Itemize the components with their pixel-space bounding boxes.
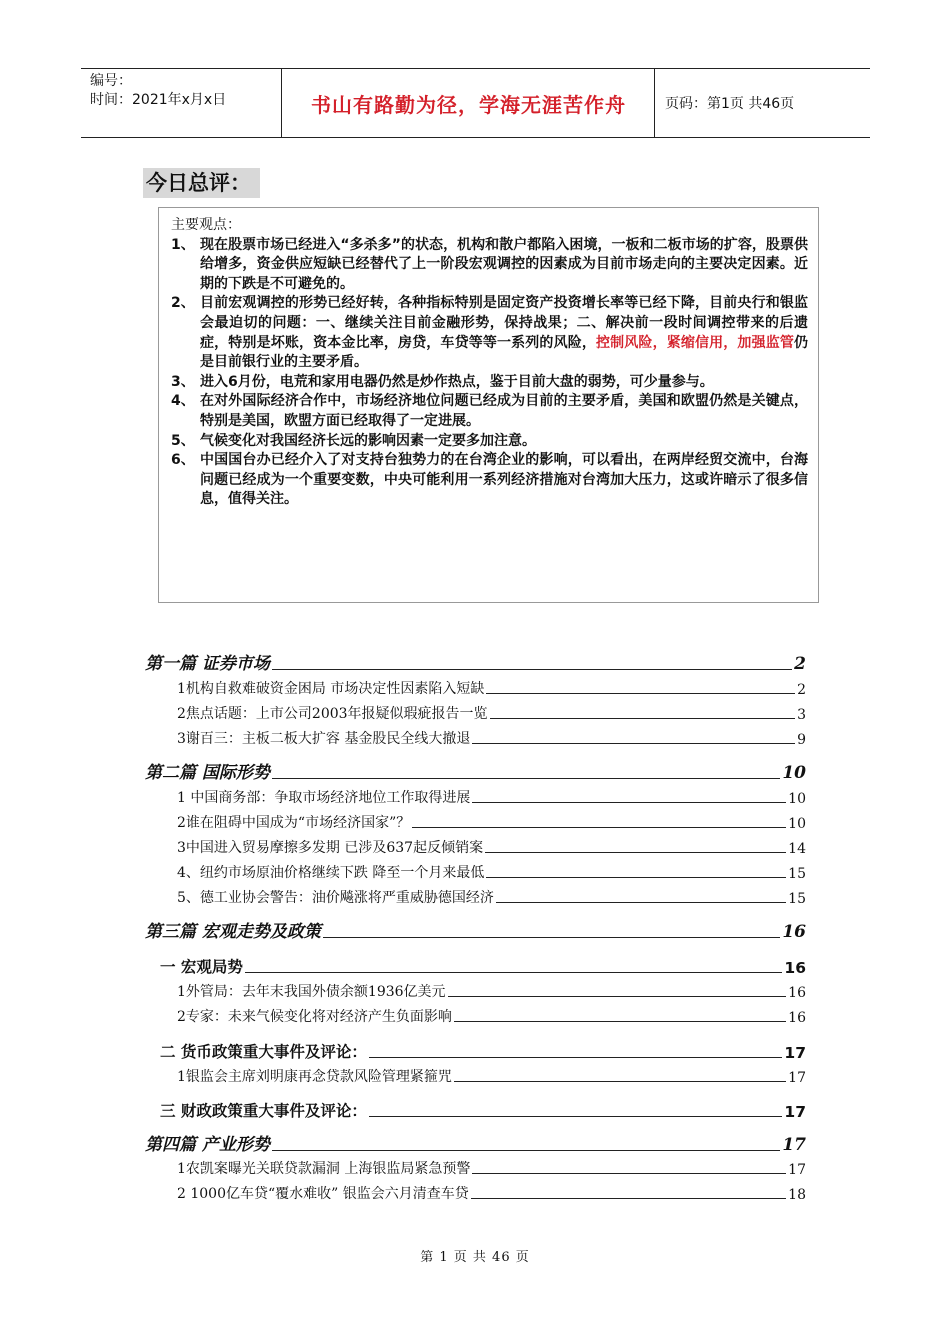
toc-chapter[interactable]: 第一篇 证券市场 2	[145, 654, 806, 674]
toc-section[interactable]: 三 财政政策重大事件及评论： 17	[160, 1102, 806, 1121]
header-page-info: 页码：第1页 共46页	[665, 96, 795, 112]
toc-section[interactable]: 二 货币政策重大事件及评论： 17	[160, 1043, 806, 1062]
summary-title: 今日总评：	[143, 168, 260, 198]
toc-item[interactable]: 4、纽约市场原油价格继续下跌 降至一个月来最低 15	[177, 865, 806, 882]
toc-chapter[interactable]: 第四篇 产业形势 17	[145, 1135, 806, 1155]
date-label: 时间：2021年x月x日	[90, 92, 227, 108]
toc-item[interactable]: 2 1000亿车贷“覆水难收” 银监会六月清查车贷 18	[177, 1186, 806, 1203]
toc-item[interactable]: 1 中国商务部：争取市场经济地位工作取得进展 10	[177, 790, 806, 807]
toc-item[interactable]: 2谁在阻碍中国成为“市场经济国家”？ 10	[177, 815, 806, 832]
toc-item[interactable]: 1银监会主席刘明康再念贷款风险管理紧箍咒 17	[177, 1069, 806, 1086]
toc-item[interactable]: 2专家：未来气候变化将对经济产生负面影响 16	[177, 1009, 806, 1026]
header-meta	[81, 69, 282, 137]
page-footer: 第 1 页 共 46 页	[420, 1250, 530, 1265]
summary-point: 4、 在对外国际经济合作中，市场经济地位问题已经成为目前的主要矛盾，美国和欧盟仍然是关键点，特别是美国，欧盟方面已经取得了一定进展。	[171, 393, 808, 429]
summary-point: 1、 现在股票市场已经进入“多杀多”的状态，机构和散户都陷入困境，一板和二板市场的扩容，股票供给增多，资金供应短缺已经替代了上一阶段宏观调控的因素成为目前市场走向的主要决定因素。近期的下跌是不可避免的。	[171, 236, 808, 292]
summary-point: 3、 进入6月份，电荒和家用电器仍然是炒作热点，鉴于目前大盘的弱势，可少量参与。	[171, 373, 714, 390]
toc-section[interactable]: 一 宏观局势 16	[160, 958, 806, 977]
toc-item[interactable]: 1外管局：去年末我国外债余额1936亿美元 16	[177, 984, 806, 1001]
toc-chapter[interactable]: 第三篇 宏观走势及政策 16	[145, 922, 806, 942]
toc-item[interactable]: 3谢百三：主板二板大扩容 基金股民全线大撤退 9	[177, 731, 806, 748]
toc-item[interactable]: 2焦点话题：上市公司2003年报疑似瑕疵报告一览 3	[177, 706, 806, 723]
summary-intro: 主要观点：	[171, 217, 241, 233]
page-header	[81, 68, 870, 138]
summary-point: 5、 气候变化对我国经济长远的影响因素一定要多加注意。	[171, 432, 536, 449]
summary-point: 6、 中国国台办已经介入了对支持台独势力的在台湾企业的影响，可以看出，在两岸经贸交流中，台海问题已经成为一个重要变数，中央可能利用一系列经济措施对台湾加大压力，这或许暗示了很多信息，值得关注。	[171, 452, 808, 508]
number-label: 编号：	[90, 73, 132, 89]
toc-item[interactable]: 1机构自救难破资金困局 市场决定性因素陷入短缺 2	[177, 681, 806, 698]
toc-chapter[interactable]: 第二篇 国际形势 10	[145, 763, 806, 783]
toc-item[interactable]: 1农凯案曝光关联贷款漏洞 上海银监局紧急预警 17	[177, 1161, 806, 1178]
header-motto: 书山有路勤为径，学海无涯苦作舟	[283, 69, 655, 137]
summary-box	[158, 207, 819, 603]
highlight-text: 控制风险，紧缩信用，加强监管	[596, 334, 794, 351]
toc-item[interactable]: 3中国进入贸易摩擦多发期 已涉及637起反倾销案 14	[177, 840, 806, 857]
summary-point: 2、 目前宏观调控的形势已经好转，各种指标特别是固定资产投资增长率等已经下降，目前央行和银监会最迫切的问题：一、继续关注目前金融形势，保持战果；二、解决前一段时间调控带来的后遗症，特别是坏账，资本金比率，房贷，车贷等等一系列的风险，控制风险，紧缩信用，加强监管仍是目前银行业的主要矛盾。	[171, 295, 808, 371]
toc-item[interactable]: 5、德工业协会警告：油价飚涨将严重威胁德国经济 15	[177, 890, 806, 907]
